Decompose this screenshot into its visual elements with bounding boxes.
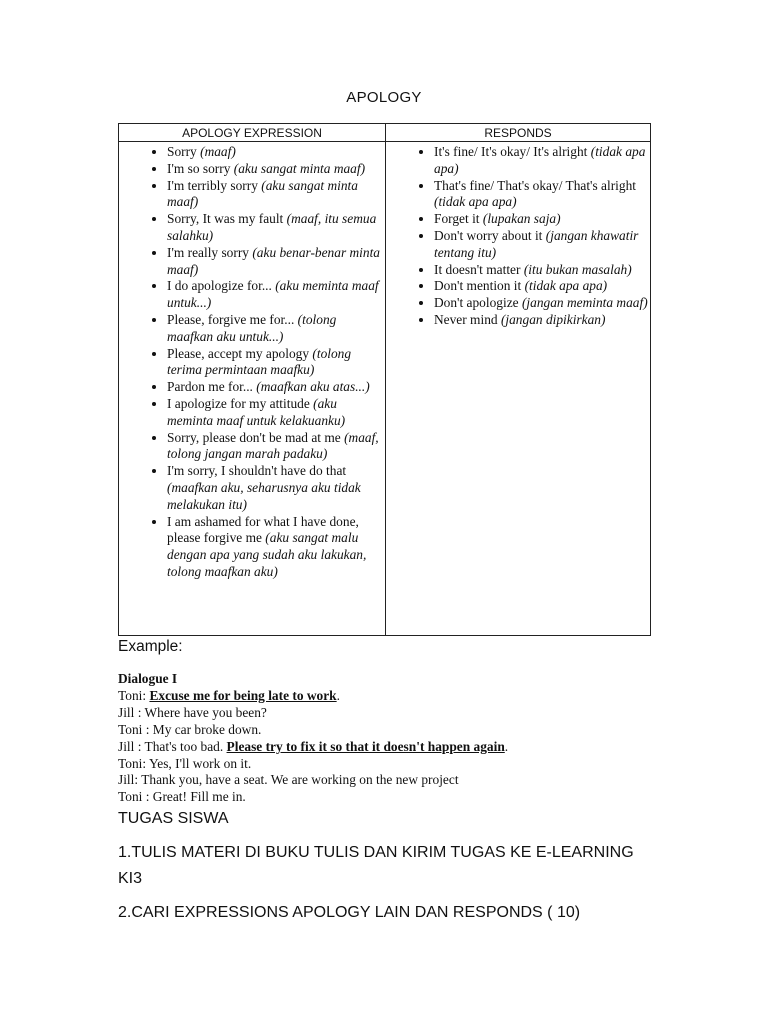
responds-english: Don't apologize (434, 295, 522, 311)
expressions-item (167, 278, 385, 312)
dialogue-plain: Yes, I'll work on it. (148, 755, 252, 771)
dialogue-speaker: Jill : (118, 704, 145, 720)
expressions-english: I'm so sorry (167, 160, 234, 176)
responds-item (434, 278, 650, 295)
expressions-item (167, 463, 385, 513)
responds-english: Forget it (434, 211, 483, 227)
dialogue-plain: Where have you been? (144, 704, 267, 720)
header-apology-expression: APOLOGY EXPRESSION (119, 124, 386, 142)
responds-english: Don't worry about it (434, 227, 546, 243)
dialogue-line (118, 756, 508, 773)
expressions-english: I'm terribly sorry (167, 177, 262, 193)
responds-translation: (lupakan saja) (482, 211, 561, 227)
expressions-translation: (tolong terima permintaan maafku) (167, 345, 352, 378)
responds-english: It doesn't matter (434, 261, 524, 277)
dialogue-highlight: Please try to fix it so that it doesn't happen again (226, 738, 505, 754)
page-title: APOLOGY (346, 89, 422, 106)
expressions-english: I'm really sorry (167, 244, 253, 260)
responds-translation: (itu bukan masalah) (523, 261, 632, 277)
responds-translation: (jangan dipikirkan) (500, 311, 606, 327)
expressions-item (167, 245, 385, 279)
dialogue-plain: Great! Fill me in. (152, 789, 246, 805)
expressions-translation: (aku sangat malu dengan apa yang sudah aku lakukan, tolong maafkan aku) (167, 530, 367, 579)
dialogue-after: . (504, 738, 509, 754)
expressions-item (167, 379, 385, 396)
responds-item (434, 295, 650, 312)
dialogue-line (118, 739, 508, 756)
expressions-translation: (maaf, itu semua salahku) (167, 211, 377, 243)
expressions-translation: (aku sangat minta maaf) (233, 160, 366, 176)
dialogue-speaker: Toni: (118, 755, 149, 771)
expressions-item (167, 211, 385, 245)
expressions-english: Please, accept my apology (167, 345, 313, 361)
responds-list (386, 144, 650, 329)
apology-table (118, 123, 651, 636)
expressions-translation: (maaf, tolong jangan marah padaku) (167, 429, 379, 462)
dialogue-speaker: Toni : (118, 789, 153, 805)
dialogue-lines (118, 688, 508, 806)
expressions-item (167, 396, 385, 430)
dialogue-heading: Dialogue I (118, 671, 178, 686)
expressions-item (167, 161, 385, 178)
expressions-item (167, 312, 385, 346)
dialogue-speaker: Jill : (118, 738, 145, 754)
responds-item (434, 228, 650, 262)
responds-item (434, 178, 650, 212)
expressions-item (167, 430, 385, 464)
expressions-cell (119, 142, 386, 636)
expressions-item (167, 514, 385, 581)
responds-translation: (jangan khawatir tentang itu) (434, 227, 639, 260)
dialogue-highlight: Excuse me for being late to work (149, 687, 337, 703)
dialogue-plain: That's too bad. (144, 738, 227, 754)
task-item-1: 1.TULIS MATERI DI BUKU TULIS DAN KIRIM TUGAS KE E-LEARNING KI3 (118, 844, 634, 887)
expressions-english: Please, forgive me for... (167, 311, 298, 327)
expressions-translation: (aku sangat minta maaf) (167, 177, 358, 210)
task-item-2: 2.CARI EXPRESSIONS APOLOGY LAIN DAN RESPONDS ( 10) (118, 904, 581, 921)
dialogue-line (118, 722, 508, 739)
expressions-list (119, 144, 385, 581)
responds-item (434, 144, 650, 178)
expressions-translation: (maafkan aku, seharusnya aku tidak melakukan itu) (167, 479, 361, 512)
dialogue-line (118, 688, 508, 705)
dialogue-speaker: Toni: (118, 687, 150, 703)
expressions-item (167, 178, 385, 212)
responds-item (434, 312, 650, 329)
expressions-item (167, 144, 385, 161)
expressions-translation: (tolong maafkan aku untuk...) (167, 311, 337, 344)
responds-item (434, 211, 650, 228)
expressions-english: I do apologize for... (167, 278, 276, 294)
expressions-english: I'm sorry, I shouldn't have do that (167, 463, 347, 479)
responds-english: That's fine/ That's okay/ That's alright (434, 177, 636, 193)
example-label: Example: (118, 638, 183, 655)
expressions-english: Sorry, please don't be mad at me (167, 429, 345, 445)
responds-translation: (tidak apa apa) (434, 194, 517, 210)
responds-cell (386, 142, 651, 636)
expressions-item (167, 346, 385, 380)
expressions-translation: (aku meminta maaf untuk...) (167, 278, 379, 311)
responds-english: It's fine/ It's okay/ It's alright (434, 144, 591, 159)
dialogue-line (118, 772, 508, 789)
expressions-english: Sorry (167, 144, 201, 159)
responds-item (434, 262, 650, 279)
dialogue-speaker: Toni : (118, 721, 153, 737)
dialogue-line (118, 705, 508, 722)
expressions-translation: (aku benar-benar minta maaf) (167, 244, 381, 277)
expressions-english: Sorry, It was my fault (167, 211, 287, 227)
dialogue-after: . (336, 687, 340, 703)
dialogue (118, 671, 508, 806)
responds-translation: (tidak apa apa) (524, 278, 608, 294)
responds-english: Never mind (434, 311, 501, 327)
expressions-english: I am ashamed for what I have done, please forgive me (167, 513, 359, 546)
expressions-translation: (aku meminta maaf untuk kelakuanku) (167, 395, 346, 428)
dialogue-plain: Thank you, have a seat. We are working on the new project (141, 772, 459, 788)
expressions-english: I apologize for my attitude (167, 395, 314, 411)
expressions-translation: (maafkan aku atas...) (256, 379, 370, 395)
responds-translation: (jangan meminta maaf) (521, 295, 648, 311)
responds-translation: (tidak apa apa) (434, 144, 646, 176)
task-title: TUGAS SISWA (118, 810, 229, 827)
dialogue-speaker: Jill: (118, 772, 142, 788)
dialogue-plain: My car broke down. (152, 721, 262, 737)
responds-english: Don't mention it (434, 278, 525, 294)
dialogue-line (118, 789, 508, 806)
expressions-translation: (maaf) (200, 144, 236, 159)
header-responds: RESPONDS (386, 124, 651, 142)
expressions-english: Pardon me for... (167, 379, 257, 395)
